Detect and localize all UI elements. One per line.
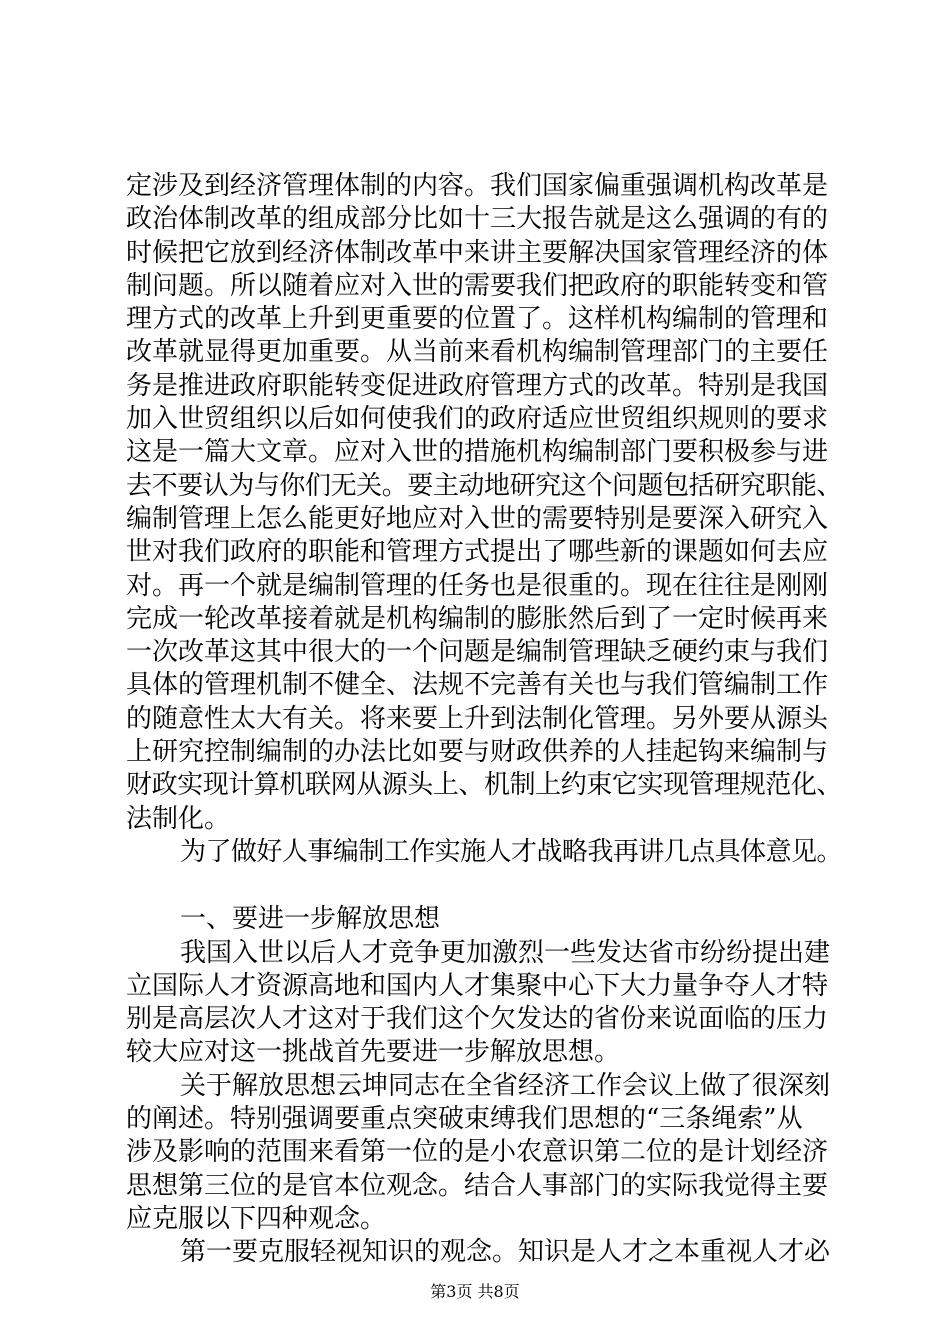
text-line: 加入世贸组织以后如何使我们的政府适应世贸组织规则的要求 — [126, 404, 829, 435]
text-line: 世对我们政府的职能和管理方式提出了哪些新的课题如何去应 — [126, 537, 829, 568]
text-line: 时候把它放到经济体制改革中来讲主要解决国家管理经济的体 — [126, 237, 829, 268]
text-line: 一次改革这其中很大的一个问题是编制管理缺乏硬约束与我们 — [126, 637, 829, 668]
text-line: 关于解放思想云坤同志在全省经济工作会议上做了很深刻 — [180, 1070, 831, 1101]
page-number-footer: 第3页 共8页 — [430, 1282, 520, 1301]
text-line: 上研究控制编制的办法比如要与财政供养的人挂起钩来编制与 — [126, 737, 829, 768]
text-line: 定涉及到经济管理体制的内容。我们国家偏重强调机构改革是 — [126, 171, 829, 201]
text-line: 应克服以下四种观念。 — [126, 1203, 387, 1234]
text-line: 一、要进一步解放思想 — [180, 904, 441, 935]
text-line: 去不要认为与你们无关。要主动地研究这个问题包括研究职能、 — [126, 470, 843, 501]
blank-line — [126, 869, 842, 903]
text-line: 对。再一个就是编制管理的任务也是很重的。现在往往是刚刚 — [126, 570, 829, 601]
text-line: 这是一篇大文章。应对入世的措施机构编制部门要积极参与进 — [126, 437, 829, 468]
text-line: 涉及影响的范围来看第一位的是小农意识第二位的是计划经济 — [126, 1137, 829, 1168]
text-line: 的随意性太大有关。将来要上升到法制化管理。另外要从源头 — [126, 703, 829, 734]
text-line: 政治体制改革的组成部分比如十三大报告就是这么强调的有的 — [126, 204, 829, 235]
text-line: 的阐述。特别强调要重点突破束缚我们思想的“三条绳索”从 — [126, 1104, 803, 1135]
text-line: 思想第三位的是官本位观念。结合人事部门的实际我觉得主要 — [126, 1170, 829, 1201]
text-line: 我国入世以后人才竞争更加激烈一些发达省市纷纷提出建 — [180, 937, 831, 968]
document-body — [126, 170, 842, 1270]
text-line: 为了做好人事编制工作实施人才战略我再讲几点具体意见。 — [180, 836, 843, 867]
text-line: 第一要克服轻视知识的观念。知识是人才之本重视人才必 — [180, 1237, 831, 1268]
text-line: 法制化。 — [126, 803, 231, 834]
text-line: 理方式的改革上升到更重要的位置了。这样机构编制的管理和 — [126, 304, 829, 335]
text-line: 编制管理上怎么能更好地应对入世的需要特别是要深入研究入 — [126, 503, 829, 534]
text-line: 具体的管理机制不健全、法规不完善有关也与我们管编制工作 — [126, 670, 829, 701]
text-line: 别是高层次人才这对于我们这个欠发达的省份来说面临的压力 — [126, 1004, 829, 1035]
text-line: 完成一轮改革接着就是机构编制的膨胀然后到了一定时候再来 — [126, 603, 829, 634]
text-line: 务是推进政府职能转变促进政府管理方式的改革。特别是我国 — [126, 370, 829, 401]
text-line: 制问题。所以随着应对入世的需要我们把政府的职能转变和管 — [126, 270, 829, 301]
text-line: 财政实现计算机联网从源头上、机制上约束它实现管理规范化、 — [126, 770, 843, 801]
text-line: 较大应对这一挑战首先要进一步解放思想。 — [126, 1037, 621, 1068]
text-line: 立国际人才资源高地和国内人才集聚中心下大力量争夺人才特 — [126, 970, 829, 1001]
text-line: 改革就显得更加重要。从当前来看机构编制管理部门的主要任 — [126, 337, 829, 368]
